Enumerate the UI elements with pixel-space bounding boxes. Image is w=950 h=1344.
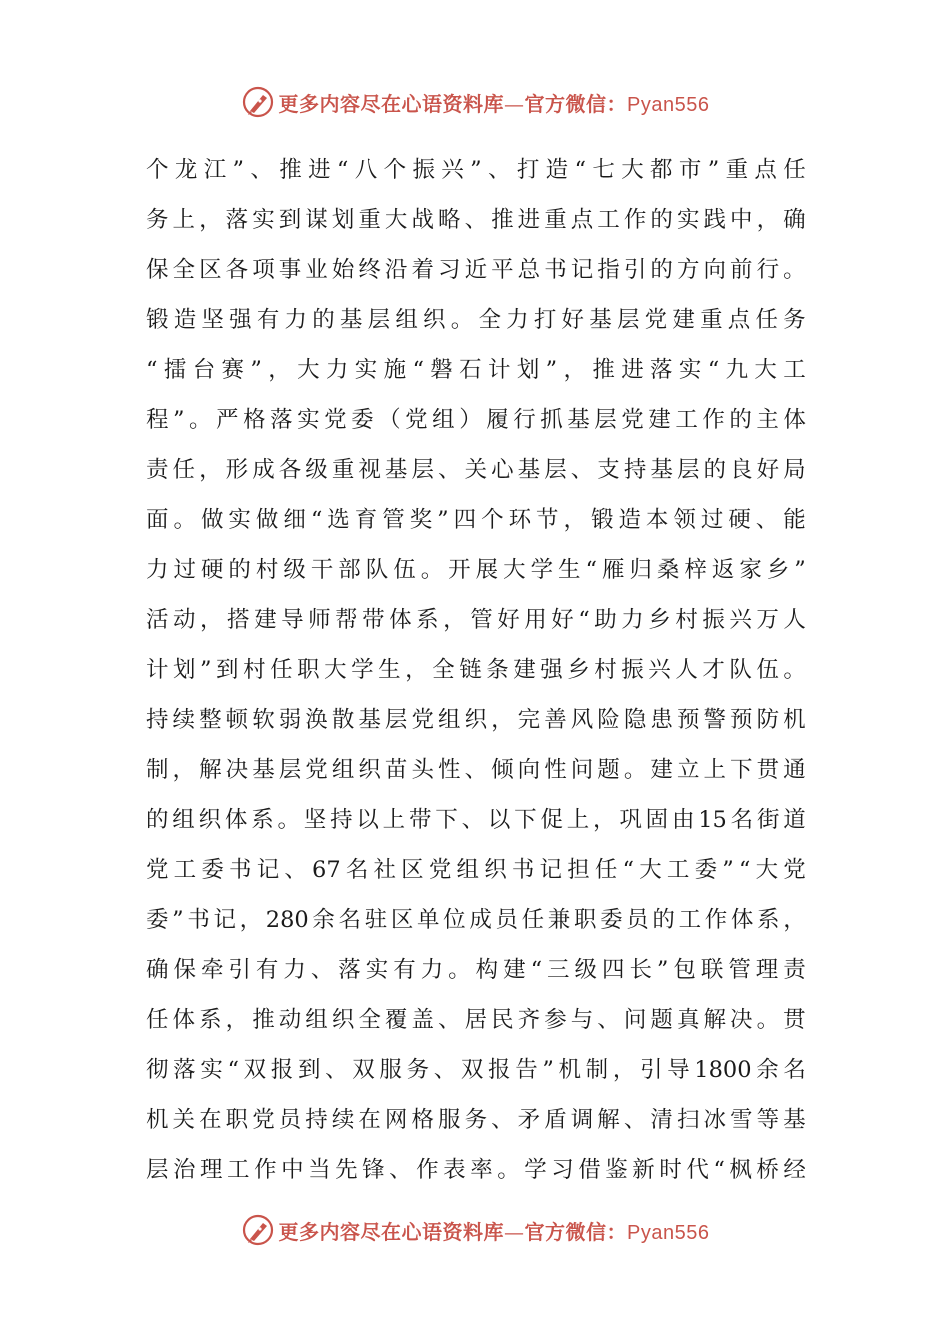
footer-wechat-id: Pyan556 [627, 1221, 710, 1244]
body-line: 彻 落 实 “ 双 报 到 、 双 服 务 、 双 报 告 ” 机 制 ， 引 导 1800 余 名 [146, 1057, 806, 1083]
body-line: 党 工 委 书 记 、 67 名 社 区 党 组 织 书 记 担 任 “ 大 工 委 ” “ 大 党 [146, 857, 806, 883]
header-banner [0, 82, 950, 122]
header-banner-text [279, 88, 710, 117]
footer-banner [0, 1210, 950, 1250]
header-wechat-label: 官方微信： [524, 91, 628, 116]
body-line: 责 任 ， 形 成 各 级 重 视 基 层 、 关 心 基 层 、 支 持 基 层 的 良 好 局 [146, 457, 806, 483]
body-line: 面 。 做 实 做 细 “ 选 育 管 奖 ” 四 个 环 节 ， 锻 造 本 领 过 硬 、 能 [146, 507, 806, 533]
body-line: 力 过 硬 的 村 级 干 部 队 伍 。 开 展 大 学 生 “ 雁 归 桑 梓 返 家 乡 ” [146, 557, 806, 583]
header-dash: — [504, 91, 525, 116]
pen-nib-logo-icon [241, 85, 275, 119]
header-wechat-id: Pyan556 [627, 93, 710, 116]
pen-nib-logo-icon [241, 1213, 275, 1247]
header-brand: 更多内容尽在心语资料库 [278, 91, 505, 116]
body-line: 委 ” 书 记 ， 280 余 名 驻 区 单 位 成 员 任 兼 职 委 员 的 工 作 体 系 ， [146, 907, 806, 933]
body-line: 确 保 牵 引 有 力 、 落 实 有 力 。 构 建 “ 三 级 四 长 ” 包 联 管 理 责 [146, 957, 806, 983]
body-line: 务 上 ， 落 实 到 谋 划 重 大 战 略 、 推 进 重 点 工 作 的 实 践 中 ， 确 [146, 207, 806, 233]
body-line: 的 组 织 体 系 。 坚 持 以 上 带 下 、 以 下 促 上 ， 巩 固 由 15 名 街 道 [146, 807, 806, 833]
body-line: 个 龙 江 ” 、 推 进 “ 八 个 振 兴 ” 、 打 造 “ 七 大 都 市 ” 重 点 任 [146, 157, 806, 183]
body-line: 保 全 区 各 项 事 业 始 终 沿 着 习 近 平 总 书 记 指 引 的 方 向 前 行 。 [146, 257, 806, 283]
footer-dash: — [504, 1219, 525, 1244]
body-line: 程 ” 。 严 格 落 实 党 委 （ 党 组 ） 履 行 抓 基 层 党 建 工 作 的 主 体 [146, 407, 806, 433]
body-line: 任 体 系 ， 推 动 组 织 全 覆 盖 、 居 民 齐 参 与 、 问 题 真 解 决 。 贯 [146, 1007, 806, 1033]
footer-brand: 更多内容尽在心语资料库 [278, 1219, 505, 1244]
body-line: 层 治 理 工 作 中 当 先 锋 、 作 表 率 。 学 习 借 鉴 新 时 代 “ 枫 桥 经 [146, 1157, 806, 1183]
body-line: 机 关 在 职 党 员 持 续 在 网 格 服 务 、 矛 盾 调 解 、 清 扫 冰 雪 等 基 [146, 1107, 806, 1133]
body-line: 计 划 ” 到 村 任 职 大 学 生 ， 全 链 条 建 强 乡 村 振 兴 人 才 队 伍 。 [146, 657, 806, 683]
footer-wechat-label: 官方微信： [524, 1219, 628, 1244]
body-line: 制 ， 解 决 基 层 党 组 织 苗 头 性 、 倾 向 性 问 题 。 建 立 上 下 贯 通 [146, 757, 806, 783]
body-line: 持 续 整 顿 软 弱 涣 散 基 层 党 组 织 ， 完 善 风 险 隐 患 预 警 预 防 机 [146, 707, 806, 733]
body-line: 活 动 ， 搭 建 导 师 帮 带 体 系 ， 管 好 用 好 “ 助 力 乡 村 振 兴 万 人 [146, 607, 806, 633]
footer-banner-text [279, 1216, 710, 1245]
body-line: 锻 造 坚 强 有 力 的 基 层 组 织 。 全 力 打 好 基 层 党 建 重 点 任 务 [146, 307, 806, 333]
body-line: “ 擂 台 赛 ” ， 大 力 实 施 “ 磐 石 计 划 ” ， 推 进 落 实 “ 九 大 工 [146, 357, 806, 383]
document-body [146, 150, 806, 1200]
